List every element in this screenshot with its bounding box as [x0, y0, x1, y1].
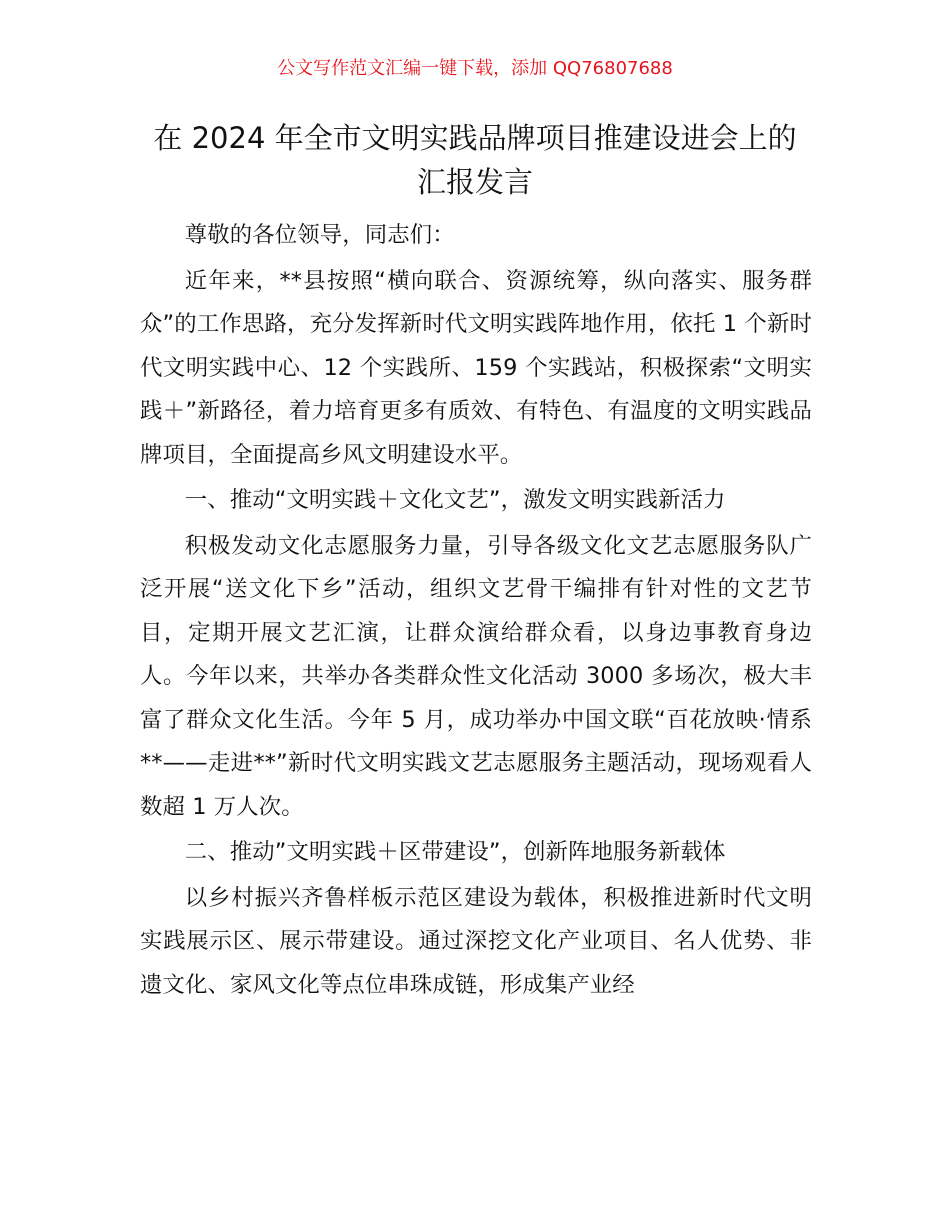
document-title: 在 2024 年全市文明实践品牌项目推建设进会上的汇报发言: [153, 121, 797, 199]
section-heading-2: 二、推动”文明实践＋区带建设”，创新阵地服务新载体: [184, 839, 726, 865]
section-2-paragraph: 以乡村振兴齐鲁样板示范区建设为载体，积极推进新时代文明实践展示区、展示带建设。通过深挖文化产业项目、名人优势、非遗文化、家风文化等点位串珠成链，形成集产业经: [140, 884, 812, 998]
download-promo-link[interactable]: 公文写作范文汇编一键下载，添加 QQ76807688: [277, 58, 673, 79]
document-body: [140, 214, 812, 1007]
intro-paragraph: 近年来，**县按照“横向联合、资源统筹，纵向落实、服务群众”的工作思路，充分发挥新时代文明实践阵地作用，依托 1 个新时代文明实践中心、12 个实践所、159 个实践站，积极探索“文明实践＋”新路径，着力培育更多有质效、有特色、有温度的文明实践品牌项目，全面提高乡风文明建设水平。: [140, 267, 812, 468]
salutation-paragraph: 尊敬的各位领导，同志们：: [184, 222, 455, 248]
section-heading-1: 一、推动“文明实践＋文化文艺”，激发文明实践新活力: [184, 487, 726, 513]
section-1-paragraph: 积极发动文化志愿服务力量，引导各级文化文艺志愿服务队广泛开展“送文化下乡”活动，组织文艺骨干编排有针对性的文艺节目，定期开展文艺汇演，让群众演给群众看，以身边事教育身边人。今年以来，共举办各类群众性文化活动 3000 多场次，极大丰富了群众文化生活。今年 5 月，成功举办中国文联“百花放映·情系**——走进**”新时代文明实践文艺志愿服务主题活动，现场观看人数超 1 万人次。: [140, 532, 812, 820]
